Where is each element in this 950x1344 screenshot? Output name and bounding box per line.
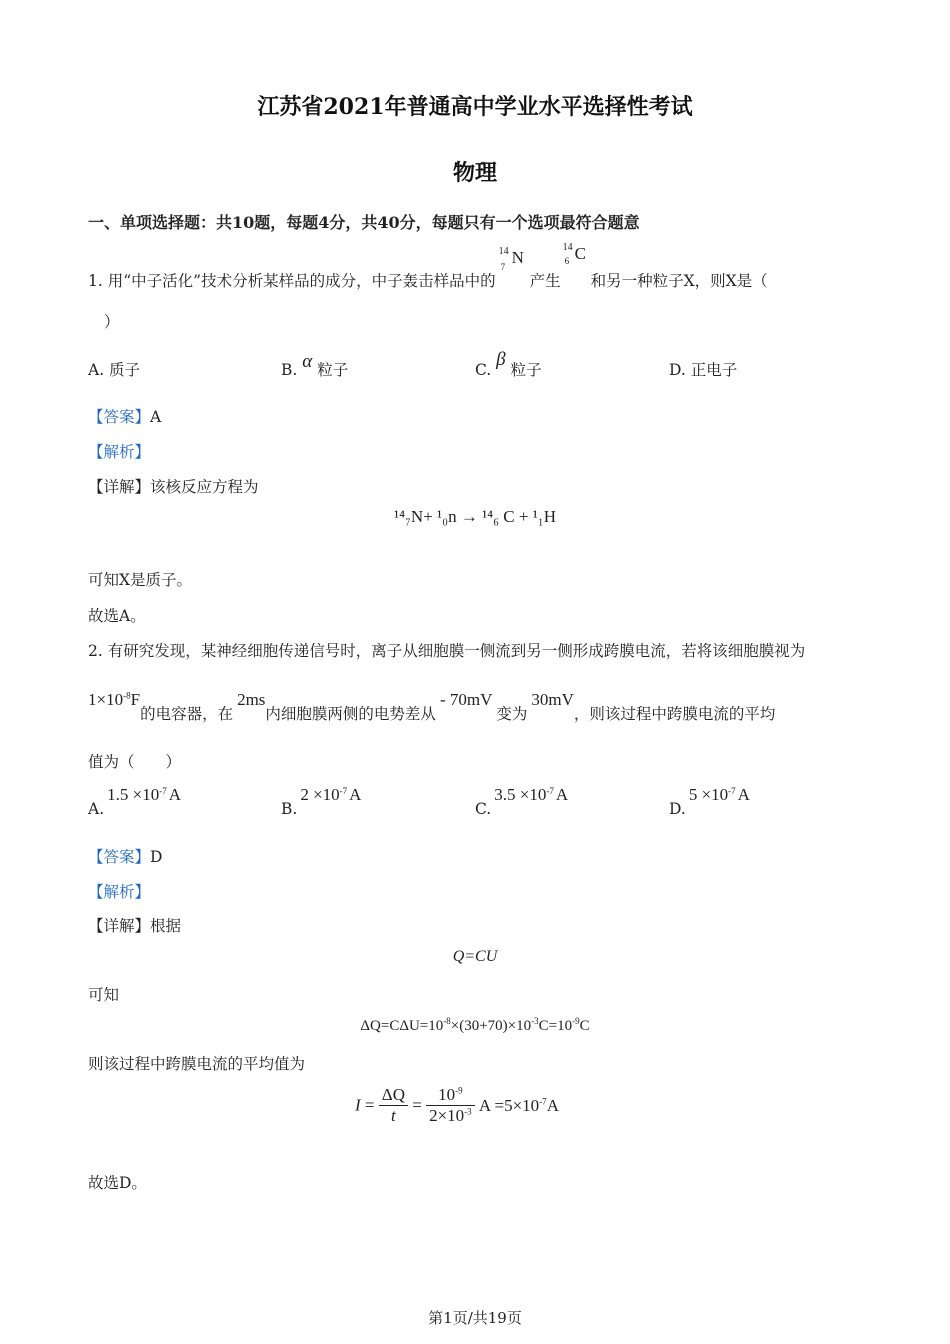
q1-prefix: 1. 用“中子活化”技术分析某样品的成分，中子轰击样品中的: [88, 272, 496, 290]
fraction-values: $\frac{10^{-9}}{2\times 10^{-3}}$: [426, 1085, 475, 1126]
q2-choose: 故选D。: [88, 1174, 147, 1192]
q1-analysis-tag: 【解析】: [88, 443, 151, 461]
subject-title: 物理: [452, 160, 497, 186]
q2-option-b: $B.2 \times 10^{-7}$ A: [281, 785, 362, 818]
q1-detail: 【详解】该核反应方程为: [88, 478, 259, 496]
q1-suffix: 和另一种粒子X，则X是（: [590, 272, 768, 290]
q1-nitrogen-isotope: 14 7 N: [498, 246, 524, 272]
q2-stem-line1: 2. 有研究发现，某神经细胞传递信号时，离子从细胞膜一侧流到另一侧形成跨膜电流，若将该细胞膜视为: [88, 642, 806, 660]
q2-voltage-end: 30mV: [531, 690, 574, 709]
alpha-symbol: α: [302, 351, 313, 372]
q1-option-a: A. 质子: [88, 361, 141, 379]
q2-stem-line3: 值为（ ）: [88, 753, 182, 771]
q1-close-paren: ）: [104, 313, 120, 331]
q1-option-c: C. β 粒子: [475, 349, 542, 379]
fraction-dq-over-t: $\frac{\Delta Q}{t}$: [379, 1085, 408, 1126]
q2-voltage-start: - 70mV: [439, 690, 493, 709]
q2-formula-delta-q: $\Delta Q=C\Delta U=10^{-8}\times(30+70)\times 10^{-3}C=10^{-9}C$: [360, 1016, 590, 1034]
q2-know: 可知: [88, 986, 120, 1004]
q1-stem: [88, 242, 768, 291]
q2-capacitance: $1\times 10^{-8}F$: [88, 690, 141, 709]
q1-option-b: B. α 粒子: [281, 351, 349, 379]
q2-avg-text: 则该过程中跨膜电流的平均值为: [88, 1055, 306, 1073]
q2-stem-line2: $1\times 10^{-8}F$的电容器，在2ms内细胞膜两侧的电势差从- 70mV变为30mV，则该过程中跨膜电流的平均: [88, 690, 776, 723]
q2-analysis-tag: 【解析】: [88, 883, 151, 901]
q2-option-d: $D.5 \times 10^{-7}$ A: [669, 785, 750, 818]
q2-answer: 【答案】D: [88, 848, 163, 866]
page-footer: 第1页/共19页: [428, 1309, 522, 1327]
document-title: 江苏省2021年普通高中学业水平选择性考试: [257, 94, 693, 120]
q1-answer: 【答案】A: [88, 408, 162, 426]
q2-formula-current: I = $\frac{\Delta Q}{t}$ = $\frac{10^{-9}}{2\times 10^{-3}}$ $A =5\times 10^{-7}A$: [355, 1085, 559, 1125]
q1-mid: 产生: [529, 272, 561, 290]
q2-formula-q-cu: Q=CU: [452, 948, 498, 965]
q2-option-a: $A.1.5 \times 10^{-7}$ A: [88, 785, 181, 818]
beta-symbol: β: [496, 349, 506, 370]
q1-equation: ¹⁴₇N+ ¹₀n → ¹⁴₆ C + ¹₁H: [393, 507, 556, 526]
q1-carbon-isotope: 14 6 C: [562, 242, 586, 266]
q2-option-c: $C.3.5 \times 10^{-7}$ A: [475, 785, 569, 818]
q1-option-d: D. 正电子: [669, 361, 738, 379]
q1-conclusion: 可知X是质子。: [88, 571, 193, 589]
q2-detail: 【详解】根据: [88, 917, 182, 935]
section-heading: 一、单项选择题：共10题，每题4分，共40分，每题只有一个选项最符合题意: [88, 213, 640, 232]
q2-time: 2ms: [237, 690, 266, 709]
q1-choose: 故选A。: [88, 607, 146, 625]
